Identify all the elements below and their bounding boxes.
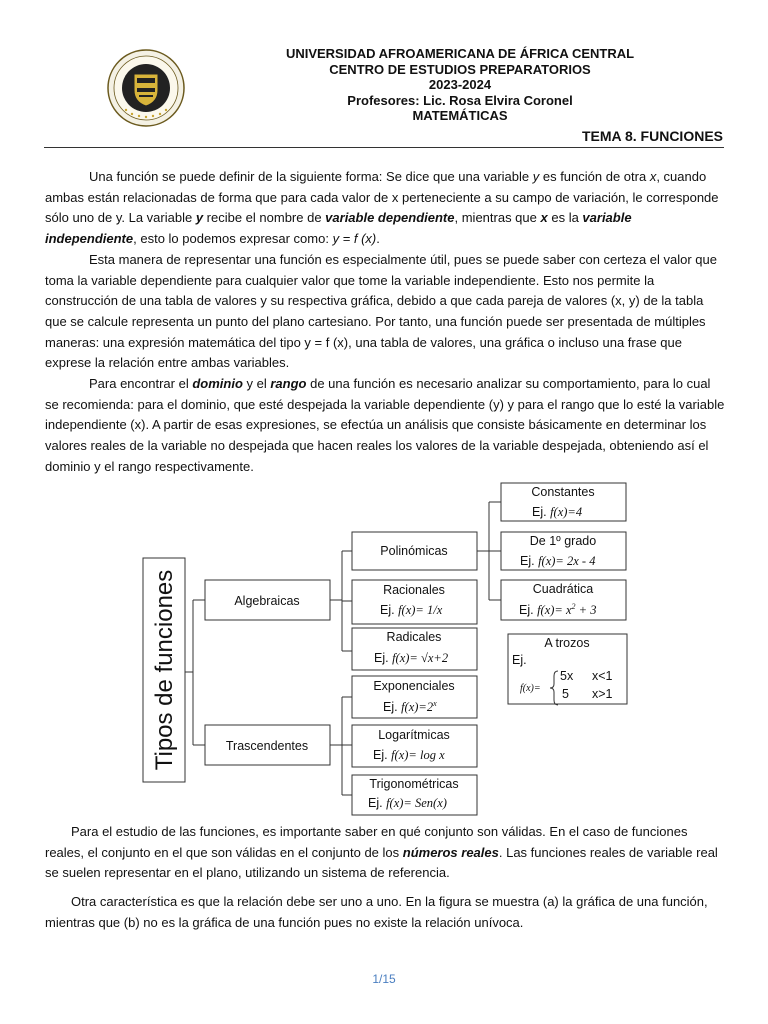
exponenciales-label: Exponenciales	[373, 679, 455, 693]
teachers: Profesores: Lic. Rosa Elvira Coronel	[347, 92, 573, 108]
logaritmicas-label: Logarítmicas	[378, 728, 450, 742]
topic-title: TEMA 8. FUNCIONES	[581, 128, 723, 144]
primer-grado-label: De 1º grado	[529, 534, 597, 548]
paragraph-definition: Una función se puede definir de la siguiente forma: Se dice que una variable y es función de otra x, cuando ambas están relacionadas de forma que para cada valor de x perteneciente a su campo de variación, le corresponde sólo uno de y. La variable y recibe el nombre de variable dependiente, mientras que x es la variable independiente, esto lo podemos expresar como: y = f (x).	[45, 169, 719, 247]
paragraph-domain-range: Para encontrar el dominio y el rango de una función es necesario analizar su comportamiento, para lo cual se recomienda: para el dominio, que esté despejada la variable dependiente (y) y para el rango que lo esté la variable independiente (x). A partir de esas expresiones, se efectúa un análisis que consiste básicamente en determinar los valores reales de la variable no despejada que hacen reales los valores de la variable despejada, obteniendo así el dominio y el rango respectivamente.	[45, 376, 725, 474]
a-trozos-fx: f(x)=	[520, 683, 541, 694]
trascendentes-label: Trascendentes	[225, 739, 309, 753]
closing-text	[45, 822, 725, 934]
school-years: 2023-2024	[428, 77, 492, 92]
paragraph-real-functions: Para el estudio de las funciones, es importante saber en qué conjunto son válidas. En el caso de funciones reales, el conjunto en el que son válidas en el conjunto de los números reales. Las funciones reales de variable real se suelen representar en el plano, utilizando un sistema de referencia.	[45, 824, 718, 881]
radicales-label: Radicales	[386, 630, 442, 644]
racionales-label: Racionales	[383, 583, 445, 597]
document-header	[150, 46, 768, 124]
algebraicas-label: Algebraicas	[234, 594, 300, 608]
intro-text	[45, 167, 725, 478]
subject: MATEMÁTICAS	[412, 108, 508, 123]
primer-grado-example: Ej. f(x)= 2x - 4	[520, 554, 596, 568]
polinomicas-label: Polinómicas	[380, 544, 448, 558]
constantes-label: Constantes	[531, 485, 595, 499]
function-types-diagram	[0, 470, 768, 820]
radicales-example: Ej. f(x)= √x+2	[374, 651, 449, 665]
logaritmicas-example: Ej. f(x)= log x	[373, 748, 445, 762]
cuadratica-example: Ej. $f(x)= x^2 + 3$	[519, 602, 597, 617]
trigonometricas-example: Ej. f(x)= Sen(x)	[368, 796, 447, 810]
header-divider	[44, 147, 724, 148]
a-trozos-label: A trozos	[544, 636, 590, 650]
exponenciales-example: Ej. $f(x)=2^x$	[383, 699, 437, 714]
trozo2-cond: x>1	[592, 687, 613, 701]
a-trozos-ej: Ej.	[512, 653, 527, 667]
university-name: UNIVERSIDAD AFROAMERICANA DE ÁFRICA CENTRAL	[285, 46, 635, 61]
cuadratica-label: Cuadrática	[532, 582, 594, 596]
constantes-example: Ej. f(x)=4	[532, 505, 583, 519]
trozo1-cond: x<1	[592, 669, 613, 683]
trozo2-expr: 5	[562, 687, 569, 701]
paragraph-representation: Esta manera de representar una función es especialmente útil, pues se puede saber con certeza el valor que toma la variable dependiente para cualquier valor que tome la variable independiente. Esto nos permite la construcción de una tabla de valores y su respectiva gráfica, debido a que cada pareja de valores (x, y) de la tabla que se calcule representa un punto del plano cartesiano. Por tanto, una función puede ser presentada de múltiples maneras: una expresión matemática del tipo y = f (x), una tabla de valores, una gráfica o incluso una frase que exprese la relación entre ambas variables.	[45, 251, 717, 371]
trozo1-expr: 5x	[560, 669, 574, 683]
paragraph-one-to-one: Otra característica es que la relación debe ser uno a uno. En la figura se muestra (a) la gráfica de una función, mientras que (b) no es la gráfica de una función pues no existe la relación unívoca.	[45, 894, 708, 930]
racionales-example: Ej. f(x)= 1/x	[380, 603, 443, 617]
center-name: CENTRO DE ESTUDIOS PREPARATORIOS	[329, 61, 591, 77]
page-number: 1/15	[372, 972, 396, 986]
trigonometricas-label: Trigonométricas	[369, 777, 459, 791]
diagram-root-label: Tipos de funciones	[151, 569, 178, 771]
